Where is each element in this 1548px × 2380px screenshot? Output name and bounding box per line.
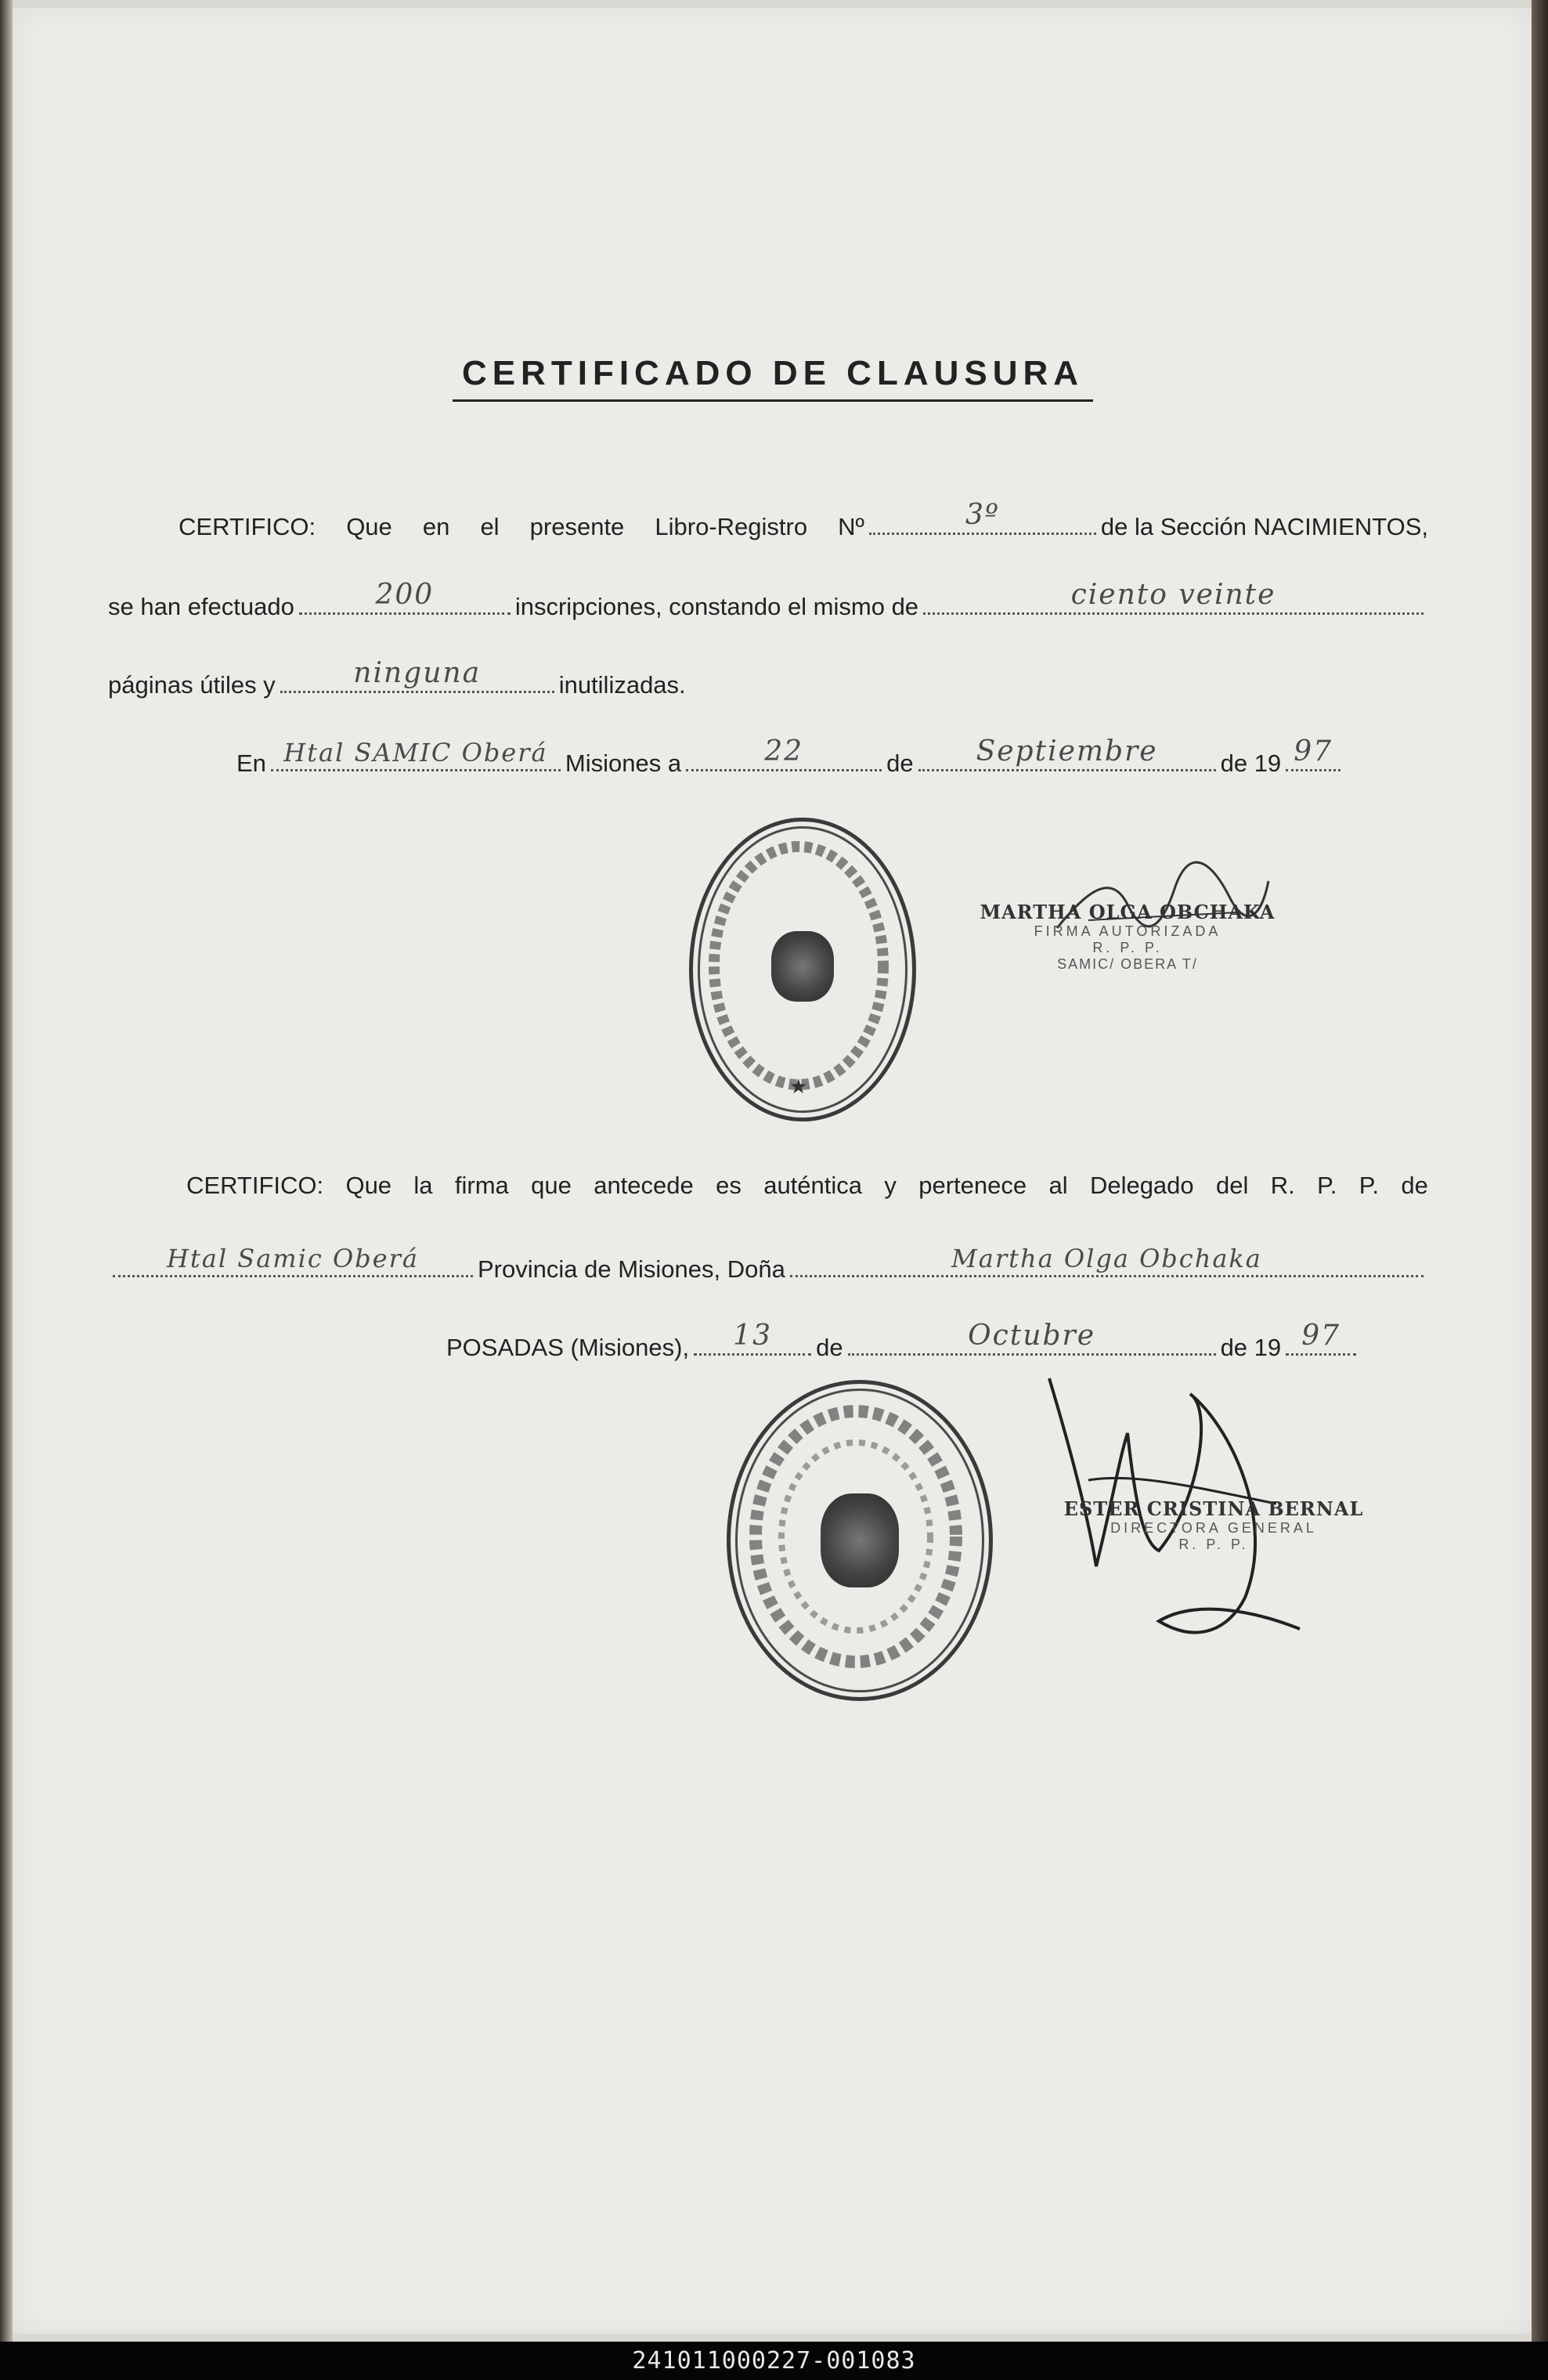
document-title: CERTIFICADO DE CLAUSURA xyxy=(453,354,1093,402)
cert1-line3: páginas útiles y ninguna inutilizadas. xyxy=(108,657,686,699)
page-left-edge xyxy=(0,0,13,2342)
signature-1-block: MARTHA OLGA OBCHAKA FIRMA AUTORIZADA R. P. P. SAMIC/ OBERA T/ xyxy=(980,901,1276,972)
registry-stamp xyxy=(727,1380,993,1701)
cert2-line1: CERTIFICO: Que la firma que antecede es auténtica y pertenece al Delegado del R. P. P. de xyxy=(186,1172,1428,1199)
cert1-line4: En Htal SAMIC Oberá Misiones a 22 de Septiembre de 19 97 xyxy=(236,746,1428,778)
delegation-place-field: Htal Samic Oberá xyxy=(113,1251,473,1277)
month-field-2: Octubre xyxy=(848,1330,1216,1356)
page-right-edge xyxy=(1532,0,1548,2342)
pages-count-field: ciento veinte xyxy=(923,589,1424,615)
unused-pages-field: ninguna xyxy=(280,667,554,693)
signature-2-block: ESTER CRISTINA BERNAL DIRECTORA GENERAL R. P. P. xyxy=(1063,1497,1364,1552)
day-field-2: 13 xyxy=(694,1330,811,1356)
book-number-field: 3º xyxy=(869,509,1096,535)
year-field: 97 xyxy=(1286,746,1341,771)
year-field-2: 97 xyxy=(1286,1330,1356,1356)
stamp-2-lettering-icon xyxy=(727,1380,985,1693)
delegation-stamp xyxy=(689,818,916,1121)
place-field: Htal SAMIC Oberá xyxy=(271,746,561,771)
stamp-lettering-icon xyxy=(689,818,908,1114)
cert2-line3: POSADAS (Misiones), 13 de Octubre de 19 97 xyxy=(446,1330,1428,1362)
delegate-name-field: Martha Olga Obchaka xyxy=(790,1251,1424,1277)
cert2-line2: Htal Samic Oberá Provincia de Misiones, Doña Martha Olga Obchaka xyxy=(108,1251,1428,1284)
month-field: Septiembre xyxy=(918,746,1216,771)
day-field: 22 xyxy=(686,746,882,771)
document-id-strip: 241011000227-001083 xyxy=(0,2342,1548,2380)
cert1-line2: se han efectuado 200 inscripciones, constando el mismo de ciento veinte xyxy=(108,589,1428,621)
cert1-line1: CERTIFICO: Que en el presente Libro-Registro Nº 3º de la Sección NACIMIENTOS, xyxy=(179,499,1428,540)
inscriptions-count-field: 200 xyxy=(299,589,511,615)
svg-text:★: ★ xyxy=(789,1074,808,1098)
